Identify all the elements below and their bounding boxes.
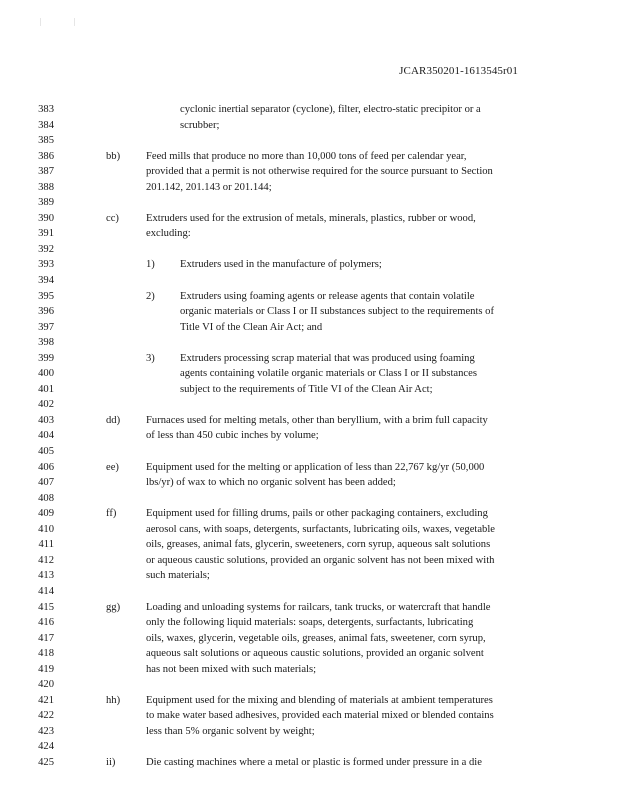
- line-text: of less than 450 cubic inches by volume;: [146, 430, 319, 442]
- line-number: 415: [38, 601, 54, 613]
- text-line: [0, 600, 618, 616]
- text-line: [0, 149, 618, 165]
- text-line: [0, 708, 618, 724]
- line-text: aqueous salt solutions or aqueous caustic solutions, provided an organic solvent: [146, 648, 484, 660]
- text-line: [0, 460, 618, 476]
- line-number: 385: [38, 135, 54, 147]
- text-line: [0, 164, 618, 180]
- text-line: [0, 242, 618, 258]
- text-line: [0, 506, 618, 522]
- document-body: [0, 102, 618, 771]
- line-number: 392: [38, 243, 54, 255]
- line-text: cyclonic inertial separator (cyclone), filter, electro-static precipitor or a: [180, 104, 481, 115]
- text-line: [0, 491, 618, 507]
- text-line: [0, 755, 618, 771]
- item-label: hh): [106, 694, 121, 706]
- document-id-header: JCAR350201-1613545r01: [399, 65, 518, 77]
- line-text: Feed mills that produce no more than 10,000 tons of feed per calendar year,: [146, 150, 467, 162]
- line-number: 404: [38, 430, 54, 442]
- line-number: 386: [38, 150, 54, 162]
- line-number: 414: [38, 585, 54, 597]
- line-number: 410: [38, 523, 54, 535]
- text-line: [0, 382, 618, 398]
- line-number: 401: [38, 383, 54, 395]
- text-line: [0, 646, 618, 662]
- item-label: ii): [106, 756, 116, 768]
- line-number: 425: [38, 756, 54, 768]
- line-text: or aqueous caustic solutions, provided an organic solvent has not been mixed with: [146, 554, 495, 566]
- text-line: [0, 631, 618, 647]
- line-number: 424: [38, 741, 54, 753]
- line-text: 201.142, 201.143 or 201.144;: [146, 181, 272, 193]
- text-line: [0, 366, 618, 382]
- item-label: cc): [106, 212, 119, 224]
- line-text: Die casting machines where a metal or plastic is formed under pressure in a die: [146, 756, 482, 768]
- text-line: [0, 133, 618, 149]
- text-line: [0, 522, 618, 538]
- line-text: such materials;: [146, 570, 210, 582]
- line-text: Equipment used for the melting or application of less than 22,767 kg/yr (50,000: [146, 461, 485, 473]
- line-number: 394: [38, 275, 54, 287]
- item-label: ff): [106, 508, 117, 520]
- text-line: [0, 553, 618, 569]
- subitem-label: 1): [146, 259, 155, 271]
- line-number: 420: [38, 679, 54, 691]
- line-number: 412: [38, 554, 54, 566]
- line-number: 383: [38, 104, 54, 115]
- text-line: [0, 118, 618, 134]
- line-text: Extruders processing scrap material that was produced using foaming: [180, 352, 475, 364]
- text-line: [0, 289, 618, 305]
- text-line: [0, 724, 618, 740]
- text-line: [0, 102, 618, 118]
- line-number: 423: [38, 725, 54, 737]
- line-text: Equipment used for filling drums, pails or other packaging containers, excluding: [146, 508, 488, 520]
- text-line: [0, 584, 618, 600]
- line-number: 389: [38, 197, 54, 209]
- scan-mark: [40, 18, 41, 26]
- subitem-label: 2): [146, 290, 155, 302]
- text-line: [0, 195, 618, 211]
- line-number: 411: [38, 539, 54, 551]
- line-text: Equipment used for the mixing and blending of materials at ambient temperatures: [146, 694, 493, 706]
- line-number: 421: [38, 694, 54, 706]
- line-number: 417: [38, 632, 54, 644]
- line-number: 403: [38, 414, 54, 426]
- text-line: [0, 475, 618, 491]
- line-text: Extruders using foaming agents or release agents that contain volatile: [180, 290, 475, 302]
- line-text: Title VI of the Clean Air Act; and: [180, 321, 323, 333]
- item-label: dd): [106, 414, 121, 426]
- line-text: Extruders used in the manufacture of polymers;: [180, 259, 382, 271]
- item-label: gg): [106, 601, 121, 613]
- line-number: 388: [38, 181, 54, 193]
- line-text: only the following liquid materials: soaps, detergents, surfactants, lubricating: [146, 617, 474, 629]
- line-text: Extruders used for the extrusion of metals, minerals, plastics, rubber or wood,: [146, 212, 476, 224]
- subitem-label: 3): [146, 352, 155, 364]
- line-text: Furnaces used for melting metals, other than beryllium, with a brim full capacity: [146, 414, 488, 426]
- line-number: 406: [38, 461, 54, 473]
- line-text: provided that a permit is not otherwise required for the source pursuant to Section: [146, 166, 493, 178]
- line-number: 391: [38, 228, 54, 240]
- line-number: 407: [38, 477, 54, 489]
- text-line: [0, 397, 618, 413]
- text-line: [0, 335, 618, 351]
- text-line: [0, 273, 618, 289]
- line-number: 405: [38, 446, 54, 458]
- text-line: [0, 444, 618, 460]
- text-line: [0, 257, 618, 273]
- line-number: 419: [38, 663, 54, 675]
- line-number: 397: [38, 321, 54, 333]
- text-line: [0, 180, 618, 196]
- text-line: [0, 677, 618, 693]
- text-line: [0, 428, 618, 444]
- line-text: scrubber;: [180, 119, 220, 131]
- line-number: 409: [38, 508, 54, 520]
- line-text: subject to the requirements of Title VI of the Clean Air Act;: [180, 383, 433, 395]
- line-number: 418: [38, 648, 54, 660]
- text-line: [0, 739, 618, 755]
- line-text: lbs/yr) of wax to which no organic solvent has been added;: [146, 477, 396, 489]
- line-number: 422: [38, 710, 54, 722]
- line-text: organic materials or Class I or II substances subject to the requirements of: [180, 306, 494, 318]
- text-line: [0, 320, 618, 336]
- line-number: 416: [38, 617, 54, 629]
- text-line: [0, 351, 618, 367]
- line-number: 402: [38, 399, 54, 411]
- text-line: [0, 413, 618, 429]
- line-number: 396: [38, 306, 54, 318]
- text-line: [0, 662, 618, 678]
- line-text: to make water based adhesives, provided each material mixed or blended contains: [146, 710, 494, 722]
- line-text: oils, greases, animal fats, glycerin, sweeteners, corn syrup, aqueous salt solutions: [146, 539, 491, 551]
- line-number: 390: [38, 212, 54, 224]
- text-line: [0, 693, 618, 709]
- item-label: ee): [106, 461, 119, 473]
- text-line: [0, 304, 618, 320]
- text-line: [0, 211, 618, 227]
- text-line: [0, 615, 618, 631]
- line-text: agents containing volatile organic materials or Class I or II substances: [180, 368, 477, 380]
- line-text: oils, waxes, glycerin, vegetable oils, greases, animal fats, sweetener, corn syrup,: [146, 632, 486, 644]
- text-line: [0, 226, 618, 242]
- line-number: 387: [38, 166, 54, 178]
- line-number: 384: [38, 119, 54, 131]
- line-text: excluding:: [146, 228, 191, 240]
- line-number: 393: [38, 259, 54, 271]
- line-text: has not been mixed with such materials;: [146, 663, 317, 675]
- scan-mark: [74, 18, 75, 26]
- text-line: [0, 537, 618, 553]
- line-text: aerosol cans, with soaps, detergents, surfactants, lubricating oils, waxes, vegetable: [146, 523, 496, 535]
- line-number: 395: [38, 290, 54, 302]
- line-number: 408: [38, 492, 54, 504]
- text-line: [0, 568, 618, 584]
- line-text: Loading and unloading systems for railcars, tank trucks, or watercraft that handle: [146, 601, 491, 613]
- line-number: 398: [38, 337, 54, 349]
- line-number: 413: [38, 570, 54, 582]
- item-label: bb): [106, 150, 121, 162]
- line-number: 400: [38, 368, 54, 380]
- line-number: 399: [38, 352, 54, 364]
- line-text: less than 5% organic solvent by weight;: [146, 725, 315, 737]
